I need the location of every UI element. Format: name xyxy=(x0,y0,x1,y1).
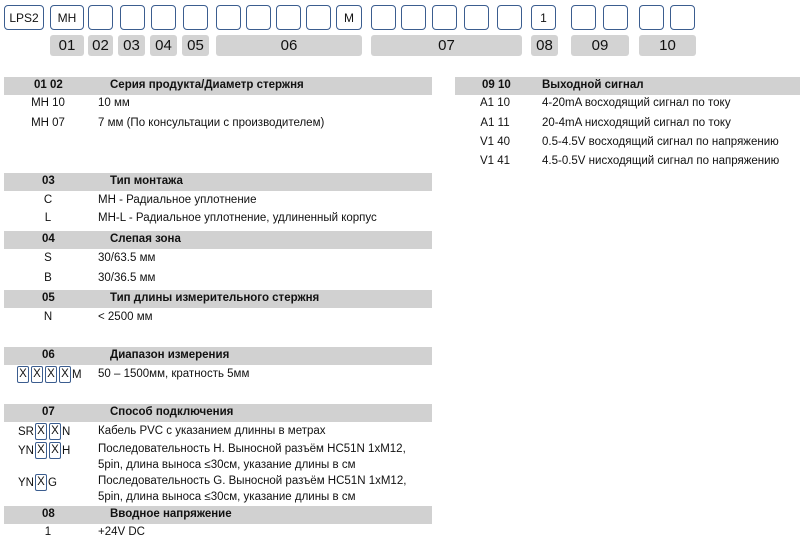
option-desc: MH-L - Радиальное уплотнение, удлиненный корпус xyxy=(98,212,377,224)
connection-code xyxy=(18,442,94,459)
table-row xyxy=(4,440,432,476)
section-code: 03 xyxy=(42,175,55,187)
option-code: L xyxy=(44,212,52,224)
code-prefix: YN xyxy=(18,476,34,489)
table-row xyxy=(4,117,432,134)
section-code: 04 xyxy=(42,233,55,245)
option-desc: 20-4mA нисходящий сигнал по току xyxy=(542,117,731,129)
option-code: S xyxy=(44,252,52,264)
code-suffix: H xyxy=(61,444,71,457)
option-code: A1 11 xyxy=(480,117,510,129)
section-header-voltage xyxy=(4,506,432,524)
option-desc: 50 – 1500мм, кратность 5мм xyxy=(98,368,250,380)
range-code-suffix: M xyxy=(72,368,82,381)
code-series-box: MH xyxy=(50,5,84,30)
option-desc: 30/63.5 мм xyxy=(98,252,156,264)
section-code: 01 02 xyxy=(34,79,63,91)
placeholder-box: X xyxy=(35,442,47,459)
code-slot-box xyxy=(401,5,426,30)
code-prefix-box: LPS2 xyxy=(4,5,44,30)
option-desc: 4.5-0.5V нисходящий сигнал по напряжению xyxy=(542,155,780,167)
option-code: 1 xyxy=(44,526,52,538)
connection-code xyxy=(18,474,94,491)
section-code: 05 xyxy=(42,292,55,304)
code-slot-box xyxy=(183,5,208,30)
position-label: 05 xyxy=(182,35,209,56)
section-title: Серия продукта/Диаметр стержня xyxy=(110,79,304,91)
section-header-connection xyxy=(4,404,432,422)
table-row xyxy=(4,272,432,289)
code-prefix: SR xyxy=(18,425,34,438)
option-code: C xyxy=(43,194,53,206)
code-slot-box xyxy=(464,5,489,30)
placeholder-box: X xyxy=(35,423,47,440)
table-row xyxy=(455,155,800,172)
code-slot-box xyxy=(497,5,522,30)
table-row xyxy=(455,117,800,134)
option-desc: +24V DC xyxy=(98,526,145,538)
option-desc-line: 5pin, длина выноса ≤30см, указание длины в см xyxy=(98,491,356,503)
option-desc-line: Последовательность H. Выносной разъём HC51N 1xM12, xyxy=(98,443,406,455)
placeholder-box: X xyxy=(17,366,29,383)
table-row xyxy=(4,472,432,508)
option-desc: MH - Радиальное уплотнение xyxy=(98,194,257,206)
option-desc-line: Последовательность G. Выносной разъём HC51N 1xM12, xyxy=(98,475,407,487)
section-title: Выходной сигнал xyxy=(542,79,644,91)
position-label: 02 xyxy=(88,35,113,56)
range-code xyxy=(16,366,92,383)
option-desc: 30/36.5 мм xyxy=(98,272,156,284)
table-row xyxy=(4,366,432,384)
table-row xyxy=(4,423,432,441)
code-range-end-box: M xyxy=(336,5,362,30)
table-row xyxy=(4,311,432,328)
option-desc: Кабель PVC с указанием длинны в метрах xyxy=(98,425,326,437)
table-row xyxy=(4,526,432,542)
position-label: 08 xyxy=(531,35,558,56)
section-code: 06 xyxy=(42,349,55,361)
section-title: Тип монтажа xyxy=(110,175,183,187)
position-label: 01 xyxy=(50,35,84,56)
code-slot-box xyxy=(88,5,113,30)
placeholder-box: X xyxy=(59,366,71,383)
position-label: 03 xyxy=(118,35,145,56)
option-desc-line: 5pin, длина выноса ≤30см, указание длины в см xyxy=(98,459,356,471)
section-title: Тип длины измерительного стержня xyxy=(110,292,320,304)
option-desc: 7 мм (По консультации с производителем) xyxy=(98,117,325,129)
option-code: A1 10 xyxy=(479,97,511,109)
option-desc: 0.5-4.5V восходящий сигнал по напряжению xyxy=(542,136,779,148)
section-header-rod-length xyxy=(4,290,432,308)
position-label: 06 xyxy=(216,35,362,56)
code-prefix: YN xyxy=(18,444,34,457)
option-code: N xyxy=(43,311,53,323)
option-code: V1 40 xyxy=(479,136,511,148)
code-slot-box xyxy=(216,5,241,30)
section-title: Вводное напряжение xyxy=(110,508,232,520)
table-row xyxy=(455,97,800,114)
table-row xyxy=(4,212,432,229)
option-code: MH 10 xyxy=(31,97,65,109)
code-slot-box xyxy=(371,5,396,30)
code-slot-box xyxy=(306,5,331,30)
section-header-mounting xyxy=(4,173,432,191)
option-desc: 10 мм xyxy=(98,97,130,109)
code-slot-box xyxy=(432,5,457,30)
table-row xyxy=(455,136,800,153)
code-slot-box xyxy=(571,5,596,30)
code-suffix: N xyxy=(61,425,71,438)
code-output-first-box: 1 xyxy=(531,5,556,30)
section-header-dead-zone xyxy=(4,231,432,249)
section-header-range xyxy=(4,347,432,365)
section-header-output xyxy=(455,77,800,95)
option-desc: 4-20mA восходящий сигнал по току xyxy=(542,97,731,109)
position-label: 09 xyxy=(571,35,629,56)
placeholder-box: X xyxy=(35,474,47,491)
table-row xyxy=(4,97,432,114)
section-code: 07 xyxy=(42,406,55,418)
code-slot-box xyxy=(276,5,301,30)
code-slot-box xyxy=(246,5,271,30)
code-suffix: G xyxy=(47,476,57,489)
option-code: V1 41 xyxy=(479,155,511,167)
table-row xyxy=(4,252,432,269)
code-slot-box xyxy=(120,5,145,30)
position-label: 04 xyxy=(150,35,177,56)
section-title: Способ подключения xyxy=(110,406,234,418)
position-label: 10 xyxy=(639,35,696,56)
option-code: B xyxy=(44,272,52,284)
position-label: 07 xyxy=(371,35,522,56)
table-row xyxy=(4,194,432,211)
placeholder-box: X xyxy=(45,366,57,383)
code-slot-box xyxy=(603,5,628,30)
placeholder-box: X xyxy=(49,423,61,440)
section-code: 09 10 xyxy=(482,79,511,91)
code-slot-box xyxy=(151,5,176,30)
section-header-series xyxy=(4,77,432,95)
code-slot-box xyxy=(639,5,664,30)
section-title: Диапазон измерения xyxy=(110,349,230,361)
option-desc: < 2500 мм xyxy=(98,311,153,323)
option-code: MH 07 xyxy=(31,117,65,129)
section-code: 08 xyxy=(42,508,55,520)
placeholder-box: X xyxy=(49,442,61,459)
code-slot-box xyxy=(670,5,695,30)
placeholder-box: X xyxy=(31,366,43,383)
connection-code xyxy=(18,423,94,440)
section-title: Слепая зона xyxy=(110,233,181,245)
